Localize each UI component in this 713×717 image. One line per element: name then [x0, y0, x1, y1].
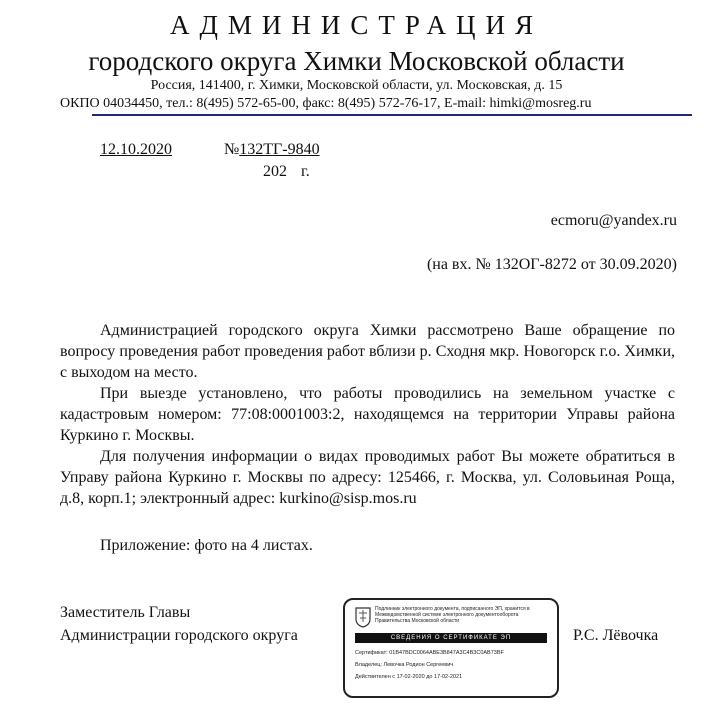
- letterhead-address: Россия, 141400, г. Химки, Московской области, ул. Московская, д. 15: [150, 78, 563, 93]
- coat-of-arms-icon: [355, 606, 371, 628]
- registration-line-1: [60, 141, 320, 159]
- letterhead-contacts: ОКПО 04034450, тел.: 8(495) 572-65-00, факс: 8(495) 572-76-17, E-mail: himki@mosreg.ru: [60, 96, 592, 111]
- signatory-position-line-1: Заместитель Главы: [60, 604, 191, 621]
- registration-no-sign: №: [224, 141, 240, 158]
- letterhead-title: АДМИНИСТРАЦИЯ: [170, 10, 543, 40]
- recipient-reference: (на вх. № 132ОГ-8272 от 30.09.2020): [426, 256, 677, 273]
- signatory-name: Р.С. Лёвочка: [573, 627, 659, 644]
- registration-date: 12.10.2020: [100, 141, 172, 158]
- registration-number: 132ТГ-9840: [239, 141, 320, 158]
- registration-blank: [60, 163, 263, 180]
- attachment-note: Приложение: фото на 4 листах.: [100, 537, 313, 554]
- stamp-certificate: Сертификат: 01B47BDC0064ABE3B847A3C4B3C0AB73BF: [355, 650, 504, 656]
- letterhead-subtitle: городского округа Химки Московской области: [88, 46, 625, 76]
- registration-line-2: [60, 163, 310, 181]
- signatory-position-line-2: Администрации городского округа: [60, 627, 298, 644]
- electronic-signature-stamp: [343, 598, 559, 698]
- stamp-owner: Владелец: Левочка Родион Сергеевич: [355, 662, 454, 668]
- registration-year: 202: [263, 163, 287, 180]
- letterhead-rule: [92, 114, 692, 116]
- body-paragraph-3: Для получения информации о видах проводимых работ Вы можете обратиться в Управу района Куркино г. Москвы по адресу: 125466, г. Москва, ул. Соловьиная Роща, д.8, корп.1; электронный адрес: kurkino@sisp.mos.ru: [60, 448, 675, 507]
- stamp-notice: Подлинник электронного документа, подписанного ЭП, хранится в Межведомственной системе электронного документооборота Правительства Московской области: [375, 606, 530, 624]
- stamp-header: СВЕДЕНИЯ О СЕРТИФИКАТЕ ЭП: [355, 633, 547, 643]
- letter-body: [60, 320, 675, 509]
- body-paragraph-1: Администрацией городского округа Химки рассмотрено Ваше обращение по вопросу проведения работ проведения работ вблизи р. Сходня мкр. Новогорск г.о. Химки, с выходом на место.: [60, 322, 675, 381]
- body-paragraph-2: При выезде установлено, что работы проводились на земельном участке с кадастровым номером: 77:08:0001003:2, находящемся на территории Управы района Куркино г. Москвы.: [60, 385, 675, 444]
- stamp-validity: Действителен с 17-02-2020 до 17-02-2021: [355, 674, 463, 680]
- registration-year-suffix: г.: [301, 163, 310, 180]
- recipient-email: ecmoru@yandex.ru: [550, 212, 677, 229]
